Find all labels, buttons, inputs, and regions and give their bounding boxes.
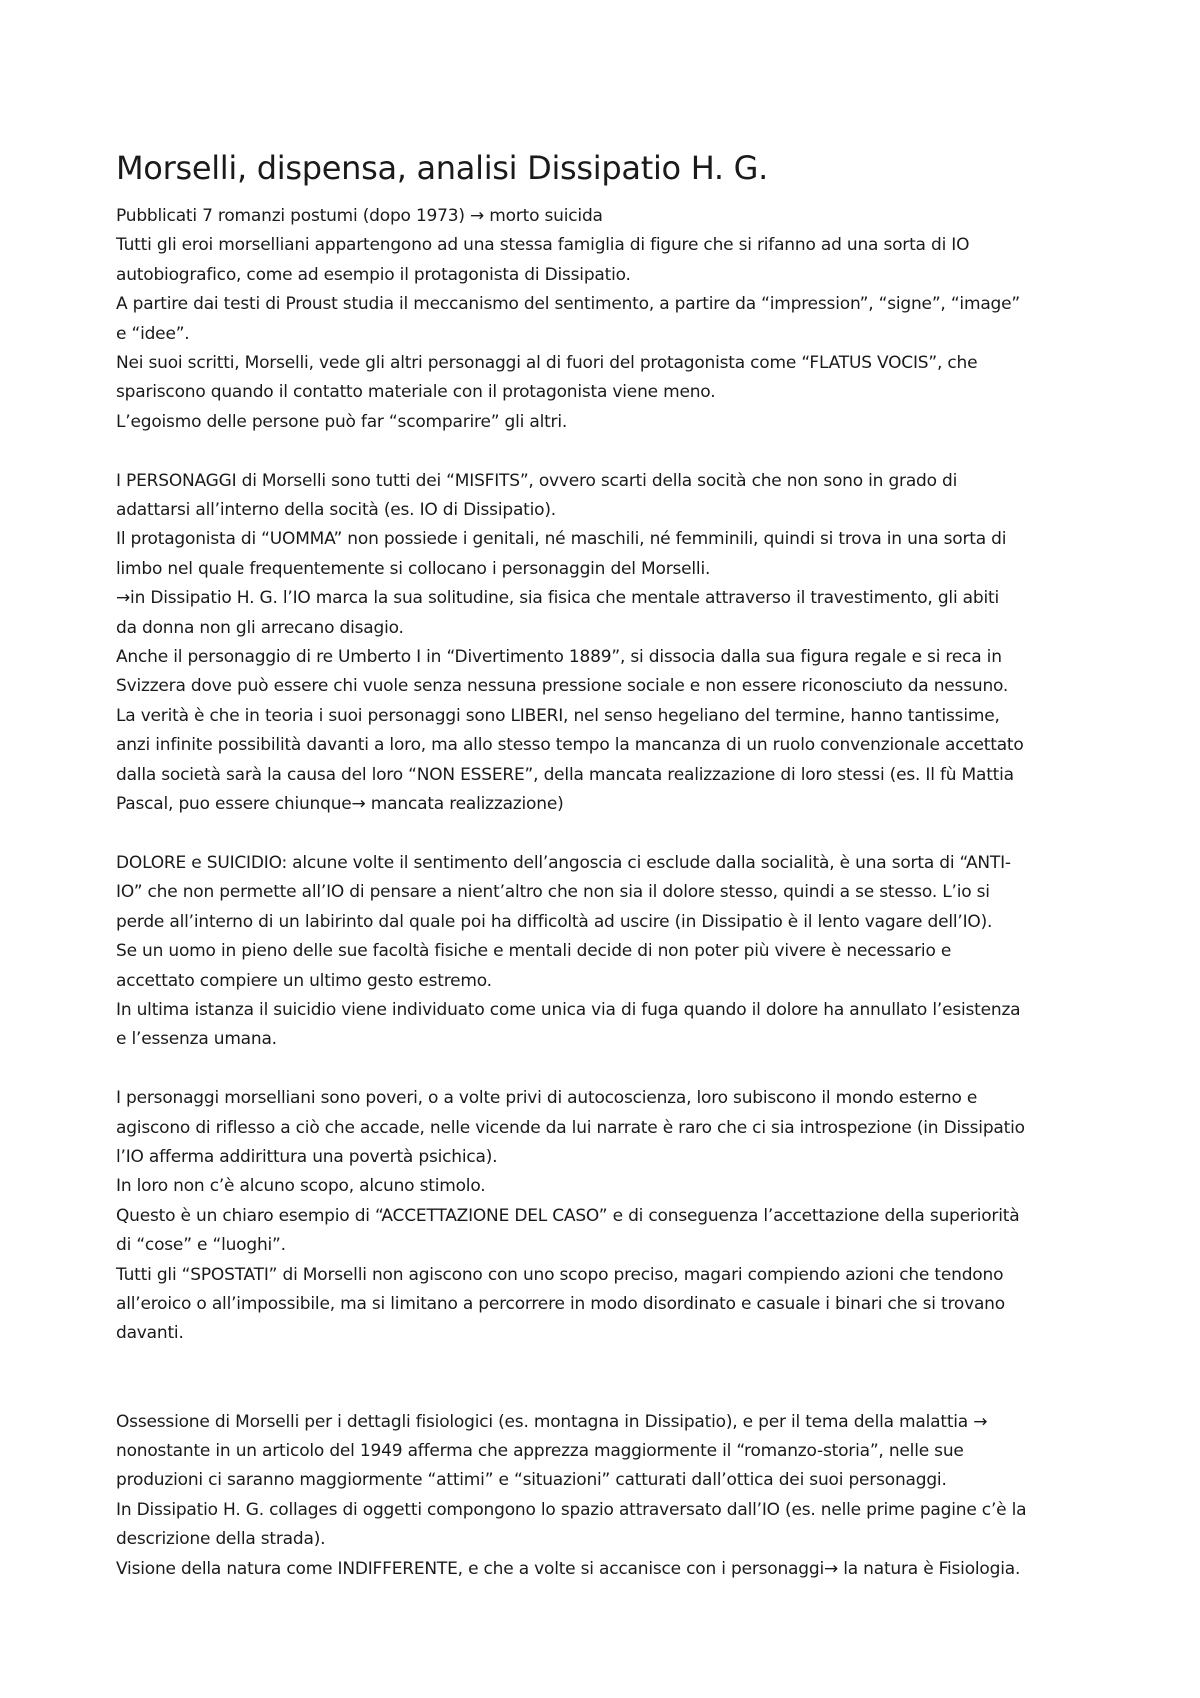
text-line: limbo nel quale frequentemente si collocano i personaggin del Morselli. <box>116 558 711 579</box>
text-line: agiscono di riflesso a ciò che accade, nelle vicende da lui narrate è raro che ci sia introspezione (in Dissipatio <box>116 1117 1025 1138</box>
text-line: A partire dai testi di Proust studia il meccanismo del sentimento, a partire da “impression”, “signe”, “image” <box>116 294 1020 315</box>
text-line: dalla società sarà la causa del loro “NON ESSERE”, della mancata realizzazione di loro stessi (es. Il fù Mattia <box>116 764 1014 785</box>
text-line: Nei suoi scritti, Morselli, vede gli altri personaggi al di fuori del protagonista come “FLATUS VOCIS”, che <box>116 353 978 374</box>
text-line: In Dissipatio H. G. collages di oggetti compongono lo spazio attraversato dall’IO (es. nelle prime pagine c’è la <box>116 1499 1027 1520</box>
text-line: In ultima istanza il suicidio viene individuato come unica via di fuga quando il dolore ha annullato l’esistenza <box>116 999 1021 1020</box>
text-line: perde all’interno di un labirinto dal quale poi ha difficoltà ad uscire (in Dissipatio è il lento vagare dell’IO). <box>116 911 993 932</box>
text-line: La verità è che in teoria i suoi personaggi sono LIBERI, nel senso hegeliano del termine, hanno tantissime, <box>116 705 1000 726</box>
paragraph-block-personaggi <box>116 467 1096 820</box>
text-line: Pubblicati 7 romanzi postumi (dopo 1973) → morto suicida <box>116 206 603 226</box>
text-line: I personaggi morselliani sono poveri, o a volte privi di autocoscienza, loro subiscono il mondo esterno e <box>116 1088 978 1109</box>
text-line: e l’essenza umana. <box>116 1029 277 1050</box>
text-line: e “idee”. <box>116 323 190 344</box>
text-line: IO” che non permette all’IO di pensare a nient’altro che non sia il dolore stesso, quindi a se stesso. L’io si <box>116 882 990 903</box>
text-line: descrizione della strada). <box>116 1529 326 1550</box>
text-line: all’eroico o all’impossibile, ma si limitano a percorrere in modo disordinato e casuale i binari che si trovano <box>116 1293 1005 1314</box>
text-line: Tutti gli “SPOSTATI” di Morselli non agiscono con uno scopo preciso, magari compiendo azioni che tendono <box>116 1264 1004 1285</box>
document-title: Morselli, dispensa, analisi Dissipatio H. G. <box>116 149 769 187</box>
paragraph-block-intro <box>116 202 1096 437</box>
paragraph-spacer <box>116 820 1096 849</box>
text-line: In loro non c’è alcuno scopo, alcuno stimolo. <box>116 1176 486 1197</box>
document-body <box>116 148 1096 1584</box>
text-line: Visione della natura come INDIFFERENTE, e che a volte si accanisce con i personaggi→ la natura è Fisiologia. <box>116 1558 1021 1579</box>
paragraph-spacer <box>116 1349 1096 1408</box>
paragraph-block-poveri <box>116 1084 1096 1349</box>
paragraph-block-dolore-suicidio <box>116 849 1096 1055</box>
text-line: L’egoismo delle persone può far “scomparire” gli altri. <box>116 411 568 432</box>
text-line: Il protagonista di “UOMMA” non possiede i genitali, né maschili, né femminili, quindi si trova in una sorta di <box>116 529 1007 550</box>
text-line: I PERSONAGGI di Morselli sono tutti dei “MISFITS”, ovvero scarti della socità che non sono in grado di <box>116 470 958 491</box>
text-line: accettato compiere un ultimo gesto estremo. <box>116 970 492 991</box>
text-line: autobiografico, come ad esempio il protagonista di Dissipatio. <box>116 264 631 285</box>
text-line: Anche il personaggio di re Umberto I in “Divertimento 1889”, si dissocia dalla sua figura regale e si reca in <box>116 647 1002 668</box>
text-line: Svizzera dove può essere chi vuole senza nessuna pressione sociale e non essere riconosciuto da nessuno. <box>116 676 1009 697</box>
text-line: Questo è un chiaro esempio di “ACCETTAZIONE DEL CASO” e di conseguenza l’accettazione della superiorità <box>116 1205 1020 1226</box>
paragraph-block-fisiologia <box>116 1408 1096 1584</box>
text-line: l’IO afferma addirittura una povertà psichica). <box>116 1146 498 1167</box>
text-line: Pascal, puo essere chiunque→ mancata realizzazione) <box>116 794 564 815</box>
text-line: DOLORE e SUICIDIO: alcune volte il sentimento dell’angoscia ci esclude dalla socialità, è una sorta di “ANTI- <box>116 852 1011 873</box>
text-line: spariscono quando il contatto materiale con il protagonista viene meno. <box>116 382 716 403</box>
text-line: Tutti gli eroi morselliani appartengono ad una stessa famiglia di figure che si rifanno ad una sorta di IO <box>116 235 970 256</box>
text-line: di “cose” e “luoghi”. <box>116 1235 286 1256</box>
text-line: →in Dissipatio H. G. l’IO marca la sua solitudine, sia fisica che mentale attraverso il travestimento, gli abiti <box>116 588 999 609</box>
text-line: adattarsi all’interno della socità (es. IO di Dissipatio). <box>116 500 556 521</box>
text-line: da donna non gli arrecano disagio. <box>116 617 404 638</box>
text-line: Ossessione di Morselli per i dettagli fisiologici (es. montagna in Dissipatio), e per il tema della malattia → <box>116 1411 988 1432</box>
text-line: nonostante in un articolo del 1949 afferma che apprezza maggiormente il “romanzo-storia”, nelle sue <box>116 1441 964 1461</box>
text-line: Se un uomo in pieno delle sue facoltà fisiche e mentali decide di non poter più vivere è necessario e <box>116 941 952 962</box>
paragraph-spacer <box>116 437 1096 466</box>
paragraph-spacer <box>116 1055 1096 1084</box>
text-line: davanti. <box>116 1323 184 1344</box>
text-line: produzioni ci saranno maggiormente “attimi” e “situazioni” catturati dall’ottica dei suoi personaggi. <box>116 1470 947 1491</box>
text-line: anzi infinite possibilità davanti a loro, ma allo stesso tempo la mancanza di un ruolo convenzionale accettato <box>116 735 1024 756</box>
